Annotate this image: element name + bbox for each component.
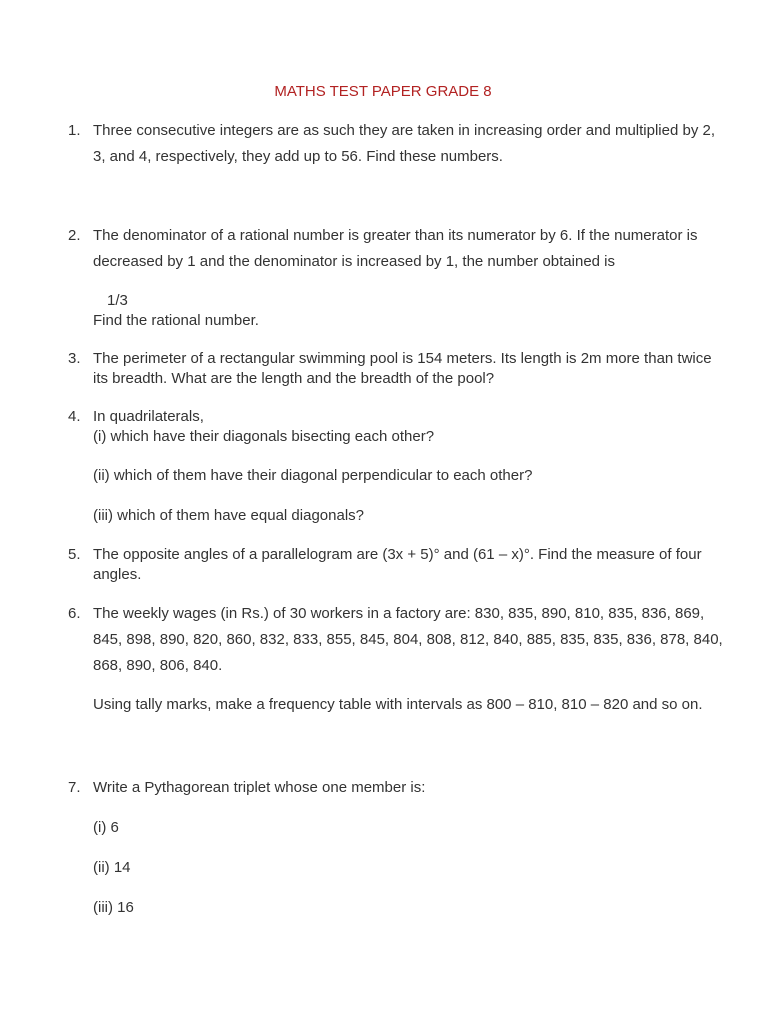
question-body bbox=[93, 601, 724, 718]
question-text-continued: Using tally marks, make a frequency table with intervals as 800 – 810, 810 – 820 and so on. bbox=[93, 696, 703, 713]
question-text: Write a Pythagorean triplet whose one member is: bbox=[93, 779, 426, 796]
question-number: 4. bbox=[68, 408, 81, 425]
question-number: 7. bbox=[68, 779, 81, 796]
question-body bbox=[93, 775, 724, 921]
question-part: (ii) which of them have their diagonal perpendicular to each other? bbox=[93, 467, 533, 484]
question-number: 3. bbox=[68, 350, 81, 367]
page-title: MATHS TEST PAPER GRADE 8 bbox=[274, 83, 492, 100]
question-text: The opposite angles of a parallelogram are (3x + 5)° and (61 – x)°. Find the measure of four angles. bbox=[93, 546, 702, 583]
question-text: The weekly wages (in Rs.) of 30 workers in a factory are: 830, 835, 890, 810, 835, 836, 869, 845, 898, 890, 820, 860, 832, 833, 855, 845, 804, 808, 812, 840, 885, 835, 835, 836, 878, 840, 868, 890, 806, 840. bbox=[93, 605, 723, 674]
question-part: (ii) 14 bbox=[93, 859, 131, 876]
question-number: 2. bbox=[68, 227, 81, 244]
fraction-value: 1/3 bbox=[107, 292, 128, 309]
question-body bbox=[93, 223, 724, 331]
question-text: Three consecutive integers are as such they are taken in increasing order and multiplied by 2, 3, and 4, respectively, they add up to 56. Find these numbers. bbox=[93, 122, 716, 165]
question-body bbox=[93, 407, 724, 526]
question-part: (i) which have their diagonals bisecting each other? bbox=[93, 428, 435, 445]
question-intro: In quadrilaterals, bbox=[93, 408, 204, 425]
question-part: (iii) which of them have equal diagonals? bbox=[93, 507, 364, 524]
question-number: 1. bbox=[68, 122, 81, 139]
question-text: The denominator of a rational number is greater than its numerator by 6. If the numerator is decreased by 1 and the denominator is increased by 1, the number obtained is bbox=[93, 227, 698, 270]
question-text: The perimeter of a rectangular swimming pool is 154 meters. Its length is 2m more than twice its breadth. What are the length and the breadth of the pool? bbox=[93, 350, 712, 387]
question-number: 5. bbox=[68, 546, 81, 563]
question-number: 6. bbox=[68, 605, 81, 622]
question-part: (iii) 16 bbox=[93, 899, 134, 916]
question-text-continued: Find the rational number. bbox=[93, 312, 259, 329]
question-part: (i) 6 bbox=[93, 819, 119, 836]
